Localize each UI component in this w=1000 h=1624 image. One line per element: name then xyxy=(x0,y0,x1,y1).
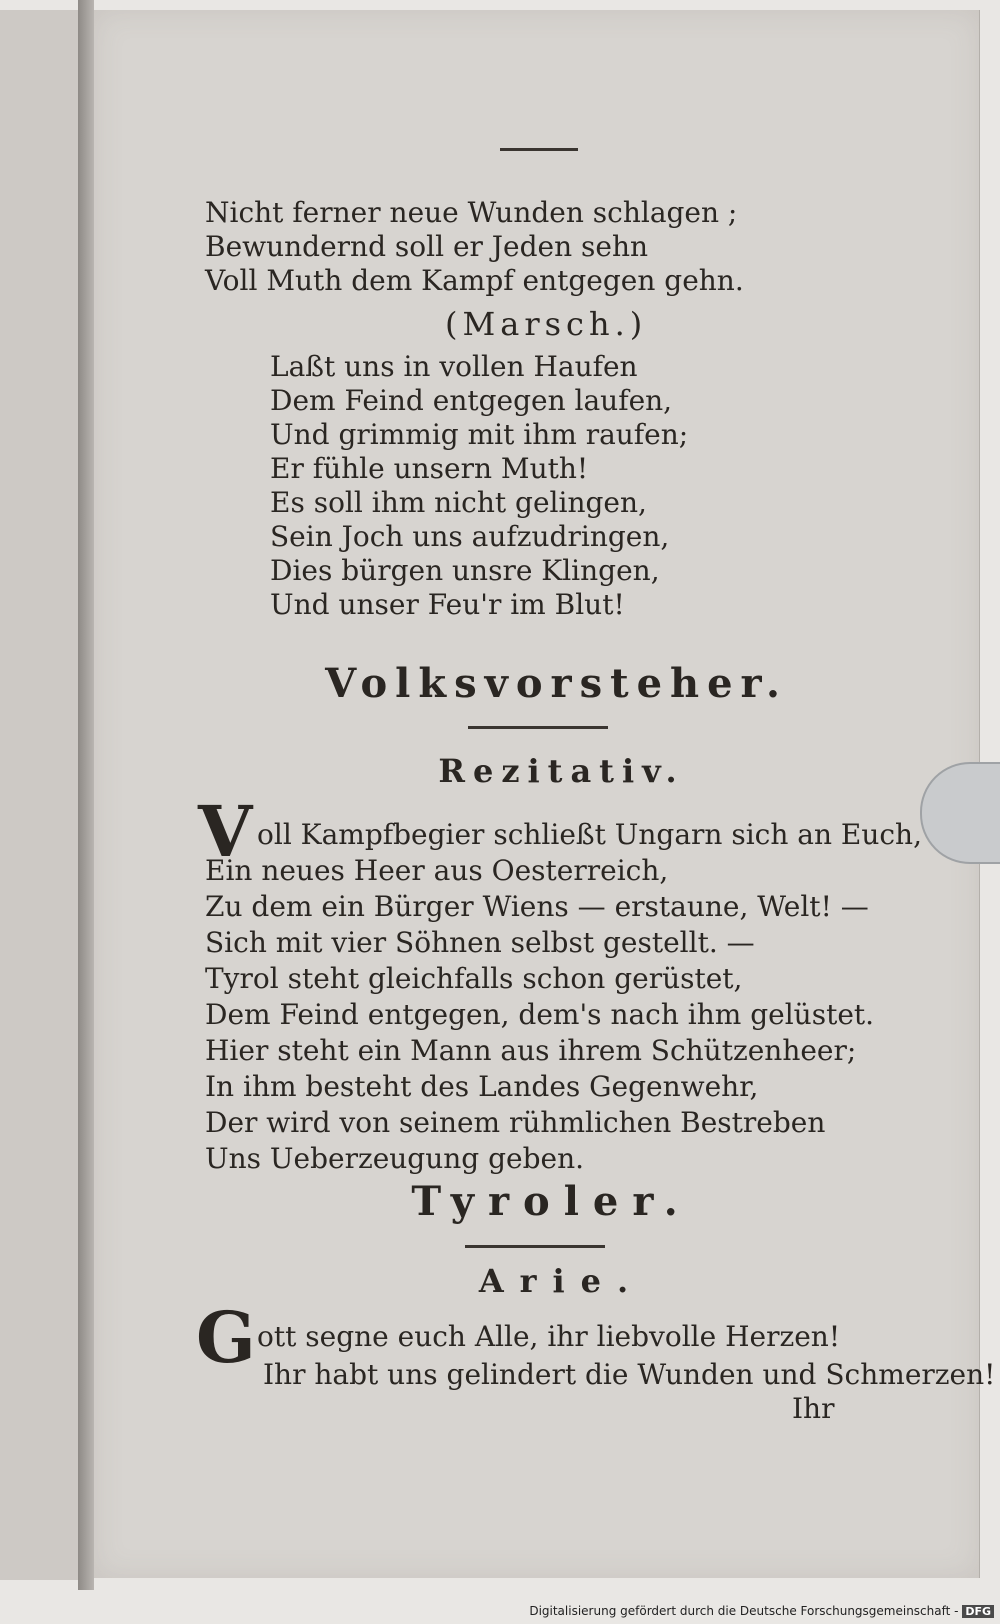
drop-cap: G xyxy=(196,1296,256,1379)
verse-line: Es soll ihm nicht gelingen, xyxy=(270,486,647,519)
verse-line: Ein neues Heer aus Oesterreich, xyxy=(205,854,669,887)
verse-line: Sein Joch uns aufzudringen, xyxy=(270,520,670,553)
catchword: Ihr xyxy=(792,1392,835,1425)
book-gutter xyxy=(78,0,94,1590)
section-title-tyroler: Tyroler. xyxy=(411,1178,692,1225)
verse-line: Dem Feind entgegen laufen, xyxy=(270,384,673,417)
drop-cap: V xyxy=(198,790,253,873)
verse-line: Dem Feind entgegen, dem's nach ihm gelüstet. xyxy=(205,998,875,1031)
verse-line: Dies bürgen unsre Klingen, xyxy=(270,554,660,587)
verse-line: In ihm besteht des Landes Gegenwehr, xyxy=(205,1070,759,1103)
verse-line: Hier steht ein Mann aus ihrem Schützenheer; xyxy=(205,1034,857,1067)
verse-line: Nicht ferner neue Wunden schlagen ; xyxy=(205,196,738,229)
verse-line: Zu dem ein Bürger Wiens — erstaune, Welt! — xyxy=(205,890,869,923)
verse-line: Er fühle unsern Muth! xyxy=(270,452,589,485)
verse-line: Und unser Feu'r im Blut! xyxy=(270,588,625,621)
verse-line: Der wird von seinem rühmlichen Bestreben xyxy=(205,1106,826,1139)
verse-line: Und grimmig mit ihm raufen; xyxy=(270,418,689,451)
section-subtitle-arie: Arie. xyxy=(478,1262,645,1300)
section-title-volksvorsteher: Volksvorsteher. xyxy=(325,660,788,707)
verse-line: oll Kampfbegier schließt Ungarn sich an Euch, xyxy=(257,818,922,851)
section-subtitle-rezitativ: Rezitativ. xyxy=(438,752,685,790)
section-rule xyxy=(468,726,608,729)
march-heading: (Marsch.) xyxy=(445,305,648,343)
verse-line: Ihr habt uns gelindert die Wunden und Schmerzen! xyxy=(263,1358,996,1391)
verse-line: Voll Muth dem Kampf entgegen gehn. xyxy=(205,264,744,297)
verse-line: Uns Ueberzeugung geben. xyxy=(205,1142,585,1175)
dfg-logo: DFG xyxy=(962,1605,994,1618)
verse-line: Laßt uns in vollen Haufen xyxy=(270,350,638,383)
verse-line: Sich mit vier Söhnen selbst gestellt. — xyxy=(205,926,755,959)
verse-line: ott segne euch Alle, ihr liebvolle Herzen! xyxy=(257,1320,841,1353)
left-page-edge xyxy=(0,10,82,1580)
top-ornament-rule xyxy=(500,148,578,151)
section-rule xyxy=(465,1245,605,1248)
verse-line: Tyrol steht gleichfalls schon gerüstet, xyxy=(205,962,743,995)
footer-text: Digitalisierung gefördert durch die Deutsche Forschungsgemeinschaft - xyxy=(529,1604,959,1618)
verse-line: Bewundernd soll er Jeden sehn xyxy=(205,230,649,263)
digitization-footer xyxy=(529,1604,994,1618)
